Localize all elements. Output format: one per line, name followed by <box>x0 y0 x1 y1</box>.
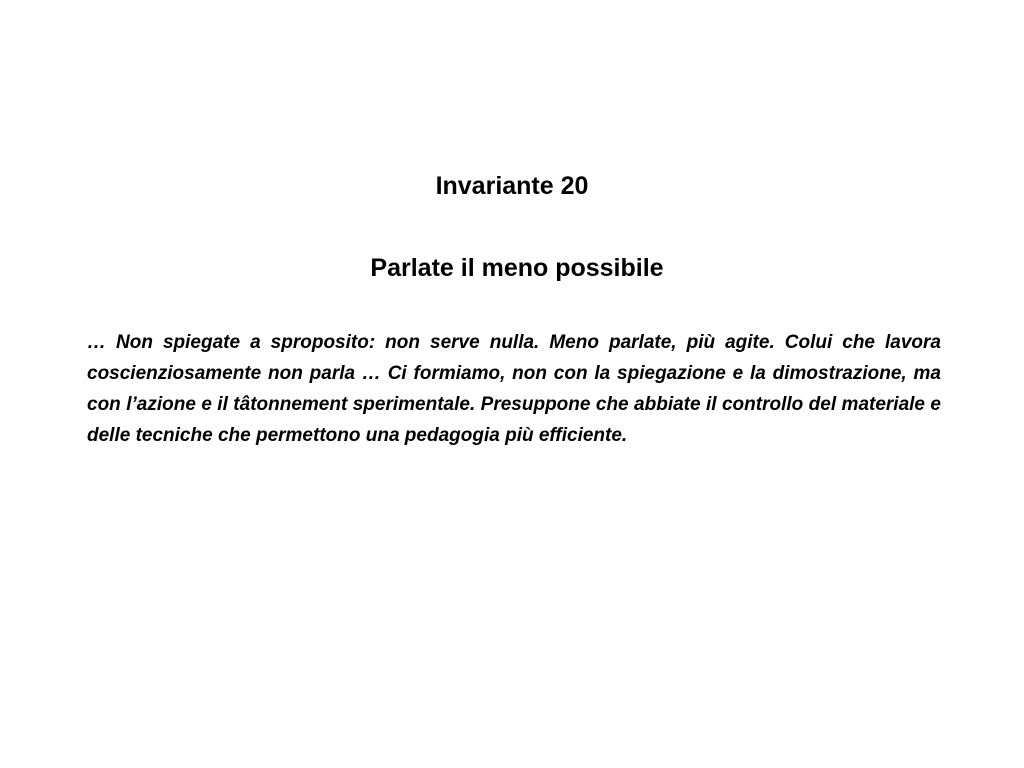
slide-subtitle: Parlate il meno possibile <box>370 254 664 282</box>
slide-title: Invariante 20 <box>435 172 589 200</box>
quote-paragraph: … Non spiegate a sproposito: non serve nulla. Meno parlate, più agite. Colui che lavora coscienziosamente non parla … Ci formiamo, non con la spiegazione e la dimostrazione, ma con l’azione e il tâtonnement sperimentale. Presuppone che abbiate il controllo del materiale e delle tecniche che permettono una pedagogia più efficiente. <box>87 332 941 446</box>
